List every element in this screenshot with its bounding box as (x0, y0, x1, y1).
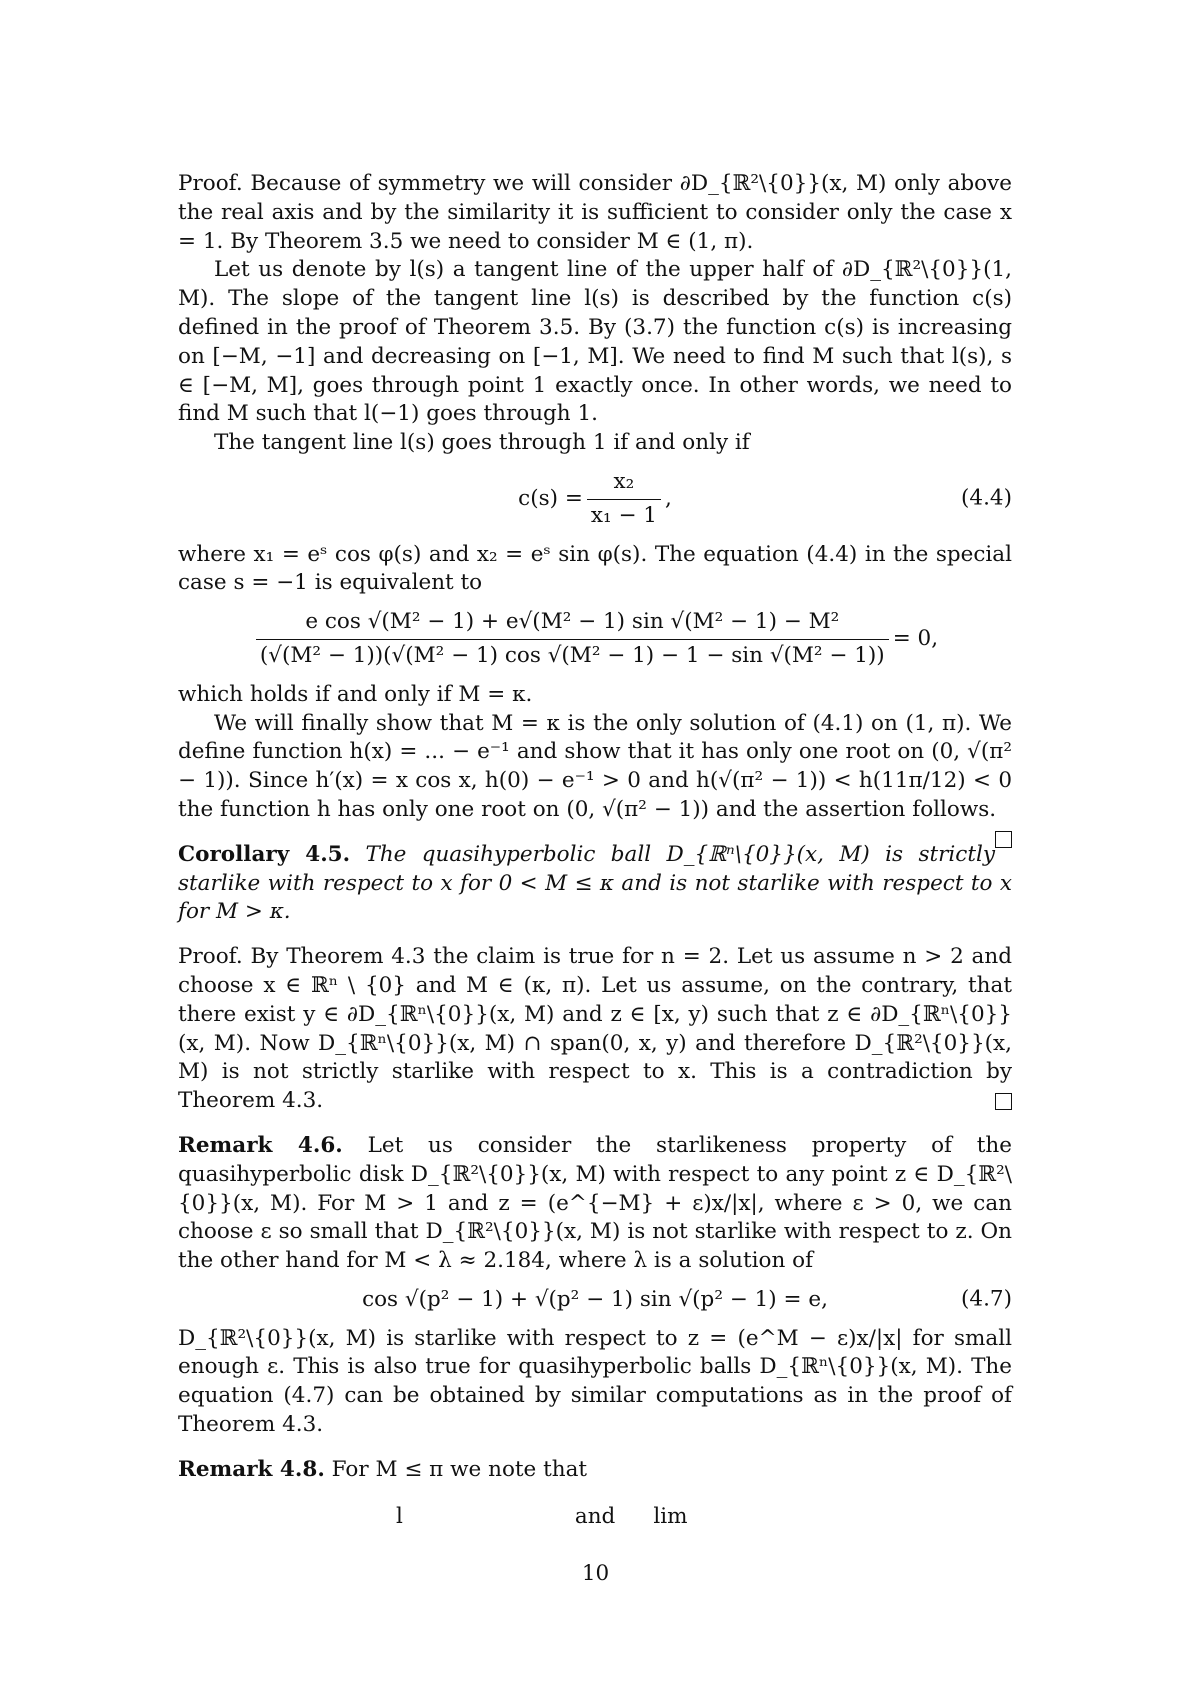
proof1-text-3: The tangent line l(s) goes through 1 if and only if (214, 430, 750, 456)
eqk-fraction (256, 608, 889, 671)
eq44-lhs: c(s) = (518, 485, 583, 511)
proof1-paragraph-4 (178, 541, 1012, 599)
proof1-paragraph-3 (178, 429, 1012, 458)
limit-and: and (574, 1503, 616, 1529)
proof1-paragraph-5 (178, 681, 1012, 710)
qed-square-icon (995, 831, 1012, 848)
eq47-comma: , (821, 1286, 828, 1312)
proof1-paragraph-1 (178, 170, 1012, 256)
remark-4-8 (178, 1456, 1012, 1485)
corollary-label: Corollary 4.5. (178, 841, 351, 867)
proof1-text-6: We will finally show that M = κ is the only solution of (4.1) on (1, π). We define function h(x) = ... − e⁻¹ and show that it has only one root on (0, √(π² − 1)). Since h′(x) = x cos x, h(0) − e⁻¹ > 0 and h(√(π² − 1)) < h(11π/12) < 0 the function h has only one root on (0, √(π² − 1)) and the assertion follows. (178, 710, 1012, 822)
proof1-paragraph-6 (178, 710, 1012, 825)
eq44-numerator: x₂ (613, 468, 635, 494)
proof1-paragraph-2 (178, 256, 1012, 429)
proof2-text: Proof. By Theorem 4.3 the claim is true for n = 2. Let us assume n > 2 and choose x ∈ ℝⁿ \ {0} and M ∈ (κ, π). Let us assume, on the contrary, that there exist y ∈ ∂D_{ℝⁿ\{0}}(x, M) and z ∈ [x, y) such that z ∈ ∂D_{ℝⁿ\{0}}(x, M). Now D_{ℝⁿ\{0}}(x, M) ∩ span(0, x, y) and therefore D_{ℝ²\{0}}(x, M) is not strictly starlike with respect to x. This is a contradiction by Theorem 4.3. (178, 944, 1012, 1114)
corollary-4-5 (178, 841, 1012, 927)
corollary-text: The quasihyperbolic ball D_{ℝⁿ\{0}}(x, M) is strictly starlike with respect to x for 0 < M ≤ κ and is not starlike with respect to x for M > κ. (178, 841, 1012, 925)
proof1-text-2: Let us denote by l(s) a tangent line of the upper half of ∂D_{ℝ²\{0}}(1, M). The slope of the tangent line l(s) is described by the function c(s) defined in the proof of Theorem 3.5. By (3.7) the function c(s) is increasing on [−M, −1] and decreasing on [−1, M]. We need to find M such that l(s), s ∈ [−M, M], goes through point 1 exactly once. In other words, we need to find M such that l(−1) goes through 1. (178, 257, 1012, 427)
limit-expressions (178, 1503, 1012, 1532)
eqk-denominator: (√(M² − 1))(√(M² − 1) cos √(M² − 1) − 1 − sin √(M² − 1)) (256, 639, 889, 671)
qed-square-icon-2 (995, 1093, 1012, 1110)
remark46-text: Let us consider the starlikeness property of the quasihyperbolic disk D_{ℝ²\{0}}(x, M) with respect to any point z ∈ D_{ℝ²\{0}}(x, M). For M > 1 and z = (e^{−M} + ε)x/|x|, where ε > 0, we can choose ε so small that D_{ℝ²\{0}}(x, M) is not starlike with respect to z. On the other hand for M < λ ≈ 2.184, where λ is a solution of (178, 1132, 1013, 1274)
proof1-text-5: which holds if and only if M = κ. (178, 681, 533, 707)
eq44-comma: , (664, 485, 672, 511)
remark46-label: Remark 4.6. (178, 1132, 343, 1158)
eq47-tag: (4.7) (961, 1286, 1012, 1312)
proof2-paragraph (178, 943, 1012, 1116)
eqk-rhs: = 0, (892, 626, 939, 652)
page-number: 10 (581, 1561, 610, 1586)
eq47-body: cos √(p² − 1) + √(p² − 1) sin √(p² − 1) = e (362, 1286, 822, 1312)
equation-kappa (178, 608, 1012, 671)
limit-l: l (396, 1503, 403, 1529)
proof1-text-4: where x₁ = eˢ cos φ(s) and x₂ = eˢ sin φ(s). The equation (4.4) in the special case s = −1 is equivalent to (178, 541, 1012, 596)
equation-4-4 (178, 468, 1012, 531)
remark46-after: D_{ℝ²\{0}}(x, M) is starlike with respect to z = (e^M − ε)x/|x| for small enough ε. This is also true for quasihyperbolic balls D_{ℝⁿ\{0}}(x, M). The equation (4.7) can be obtained by similar computations as in the proof of Theorem 4.3. (178, 1325, 1012, 1438)
remark48-text: For M ≤ π we note that (331, 1456, 588, 1482)
remark46-continuation (178, 1325, 1012, 1440)
remark-4-6 (178, 1132, 1012, 1276)
eq44-fraction (587, 468, 661, 531)
remark48-label: Remark 4.8. (178, 1456, 325, 1482)
eqk-numerator: e cos √(M² − 1) + e√(M² − 1) sin √(M² − 1) − M² (305, 609, 840, 635)
page-body (178, 170, 1012, 1531)
proof1-text-1: Proof. Because of symmetry we will consider ∂D_{ℝ²\{0}}(x, M) only above the real axis and by the similarity it is sufficient to consider only the case x = 1. By Theorem 3.5 we need to consider M ∈ (1, π). (178, 171, 1012, 254)
eq44-denominator: x₁ − 1 (587, 499, 661, 531)
limit-lim: lim (653, 1503, 688, 1529)
equation-4-7 (178, 1286, 1012, 1315)
eq44-tag: (4.4) (961, 485, 1012, 511)
